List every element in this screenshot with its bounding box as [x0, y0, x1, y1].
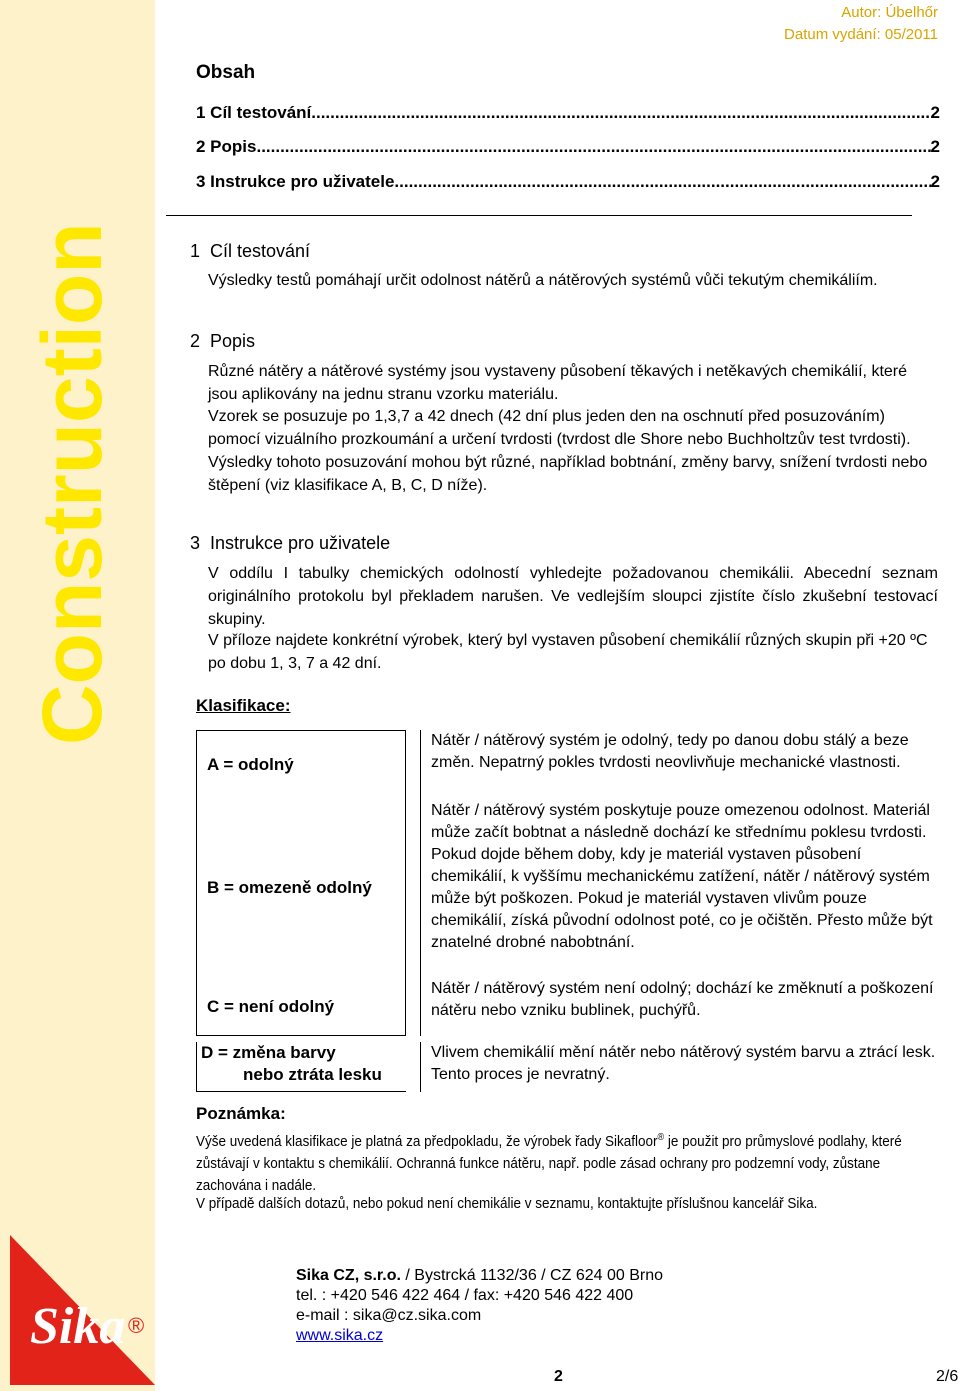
sika-logo [10, 1205, 160, 1390]
section-number: 2 [190, 331, 201, 351]
footer-contact [296, 1266, 663, 1346]
toc-item-text: 2 Popis [196, 137, 257, 156]
logo-registered-mark: ® [128, 1313, 145, 1338]
toc-item[interactable] [196, 103, 940, 123]
page-header [784, 2, 938, 46]
issue-date-line: Datum vydání: 05/2011 [784, 26, 938, 43]
note-title: Poznámka: [196, 1104, 286, 1123]
page-count: 2/6 [936, 1368, 959, 1385]
toc-item-page: 2 [930, 137, 940, 156]
classification-desc: Nátěr / nátěrový systém poskytuje pouze omezenou odolnost. Materiál může začít bobtnat a následně dochází ke střednímu poklesu tvrdosti. Pokud dojde během doby, kdy je materiál vystaven působení chemikálií, k vyššímu mechanickému zatížení, nátěr / nátěrový systém může být poškozen. Pokud je materiál vystaven vlivům pouze chemikálií, získá původní odolnost poté, co je očištěn. Přesto může být znatelné drobné nabobtnání. [420, 798, 940, 978]
logo-wordmark: Sika [30, 1298, 126, 1355]
toc-divider [166, 215, 912, 216]
table-row [196, 978, 940, 1036]
classification-desc: Nátěr / nátěrový systém je odolný, tedy po danou dobu stálý a beze změn. Nepatrný pokles tvrdosti neovlivňuje mechanické vlastnosti. [420, 730, 940, 798]
company-address: / Bystrcká 1132/36 / CZ 624 00 Brno [400, 1267, 663, 1284]
note-paragraph: V případě dalších dotazů, nebo pokud není chemikálie v seznamu, kontaktujte příslušnou kancelář Sika. [196, 1195, 818, 1212]
section-paragraph: Různé nátěry a nátěrové systémy jsou vystaveny působení těkavých i netěkavých chemikálií, které jsou aplikovány na jednu stranu vzorku materiálu. [208, 363, 908, 403]
classification-desc: Vlivem chemikálií mění nátěr nebo nátěrový systém barvu a ztrácí lesk. Tento proces je nevratný. [420, 1042, 940, 1092]
table-row [196, 798, 940, 978]
website-link[interactable]: www.sika.cz [296, 1327, 384, 1344]
toc-title: Obsah [196, 62, 256, 83]
section-number: 3 [190, 533, 201, 553]
registered-mark: ® [657, 1132, 665, 1143]
footer-phone: tel. : +420 546 422 464 / fax: +420 546 422 400 [296, 1287, 634, 1304]
footer-email[interactable]: e-mail : sika@cz.sika.com [296, 1307, 482, 1324]
classification-label: A = odolný [196, 730, 406, 798]
classification-table [196, 730, 940, 1092]
section-title: Cíl testování [210, 241, 311, 261]
toc-item[interactable] [196, 172, 940, 192]
classification-label [196, 1042, 406, 1092]
classification-title: Klasifikace: [196, 696, 291, 715]
toc-item-text: 1 Cíl testování [196, 103, 312, 122]
construction-vertical-title: Construction [25, 222, 119, 745]
footer-address-line [296, 1266, 663, 1286]
section-title: Popis [210, 331, 256, 351]
toc-item-page: 2 [930, 103, 940, 122]
toc-dot-leader [394, 172, 930, 192]
section-paragraph: V příloze najdete konkrétní výrobek, který byl vystaven působení chemikálií různých skupin při +20 ºC po dobu 1, 3, 7 a 42 dní. [208, 632, 928, 672]
classification-label: C = není odolný [196, 978, 406, 1036]
note-text: je použit pro průmyslové podlahy, které zůstávají v kontaktu s chemikálií. Ochranná funkce nátěru, např. podle zásad ochrany pro podzemní vody, zůstane zachována i nadále. [196, 1133, 902, 1194]
table-row [196, 1036, 940, 1092]
toc-dot-leader [311, 103, 930, 123]
section-number: 1 [190, 241, 201, 261]
section-heading [190, 241, 310, 262]
toc-dot-leader [256, 137, 930, 157]
section-body: Výsledky testů pomáhají určit odolnost nátěrů a nátěrových systémů vůči tekutým chemikáliím. [208, 272, 878, 289]
company-name: Sika CZ, s.r.o. [296, 1267, 401, 1284]
toc-item-text: 3 Instrukce pro uživatele [196, 172, 395, 191]
toc-item[interactable] [196, 137, 940, 157]
sidebar-band [0, 0, 155, 1391]
page-number: 2 [554, 1368, 563, 1385]
classification-label: B = omezeně odolný [196, 798, 406, 978]
table-row [196, 730, 940, 798]
section-heading [190, 533, 390, 554]
toc-item-page: 2 [930, 172, 940, 191]
section-paragraph: V oddílu I tabulky chemických odolností vyhledejte požadovanou chemikálii. Abecední seznam originálního protokolu byl překladem narušen. Ve vedlejším sloupci zjistíte číslo zkušební testovací skupiny. [208, 565, 938, 628]
classification-label-line: D = změna barvy [201, 1043, 336, 1062]
section-title: Instrukce pro uživatele [210, 533, 391, 553]
author-line: Autor: Úbelhőr [841, 4, 938, 21]
section-heading [190, 331, 255, 352]
note-paragraph [196, 1127, 939, 1197]
classification-label-line: nebo ztráta lesku [243, 1065, 382, 1084]
classification-desc: Nátěr / nátěrový systém není odolný; dochází ke změknutí a poškození nátěru nebo vzniku bublinek, puchýřů. [420, 978, 940, 1036]
note-text: Výše uvedená klasifikace je platná za předpokladu, že výrobek řady Sikafloor [196, 1133, 658, 1150]
section-paragraph: Vzorek se posuzuje po 1,3,7 a 42 dnech (42 dní plus jeden den na oschnutí před posuzováním) pomocí vizuálního prozkoumání a určení tvrdosti (tvrdost dle Shore nebo Buchholtzův test tvrdosti). Výsledky tohoto posuzování mohou být různé, například bobtnání, změny barvy, snížení tvrdosti nebo štěpení (viz klasifikace A, B, C, D níže). [208, 408, 928, 494]
